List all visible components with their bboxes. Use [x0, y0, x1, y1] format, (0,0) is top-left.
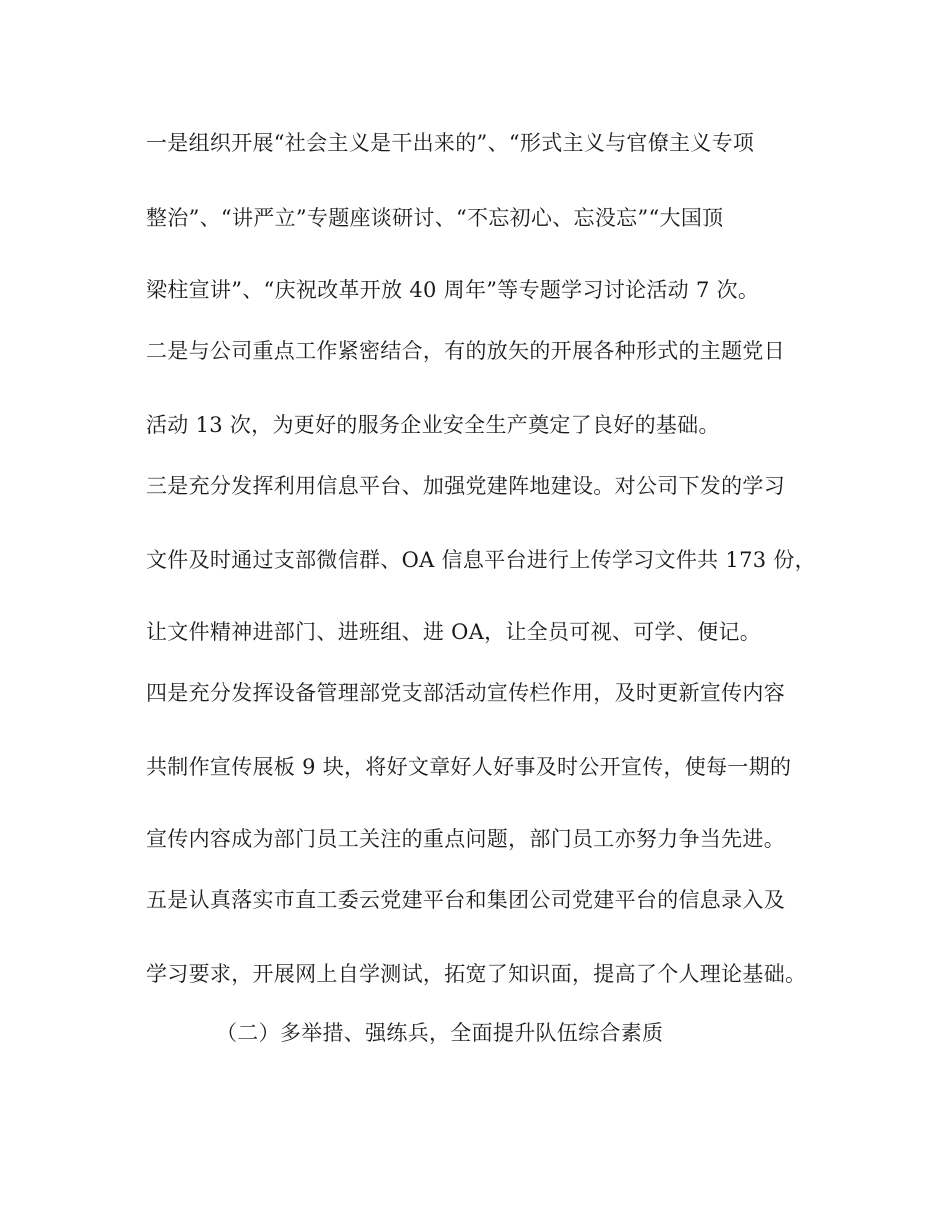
paragraph-line: 整治”、“讲严立”专题座谈研讨、“不忘初心、忘没忘”“大国顶	[146, 206, 724, 230]
paragraph-line: 宣传内容成为部门员工关注的重点问题，部门员工亦努力争当先进。	[146, 827, 785, 851]
paragraph-line: 文件及时通过支部微信群、OA 信息平台进行上传学习文件共 173 份，	[146, 548, 816, 572]
paragraph-line: 一是组织开展“社会主义是干出来的”、“形式主义与官僚主义专项	[146, 131, 755, 155]
paragraph-line: 五是认真落实市直工委云党建平台和集团公司党建平台的信息录入及	[146, 888, 785, 912]
paragraph-line: 三是充分发挥利用信息平台、加强党建阵地建设。对公司下发的学习	[146, 474, 785, 498]
paragraph-line: 二是与公司重点工作紧密结合，有的放矢的开展各种形式的主题党日	[146, 339, 785, 363]
paragraph-line: 梁柱宣讲”、“庆祝改革开放 40 周年”等专题学习讨论活动 7 次。	[146, 278, 760, 302]
paragraph-line: 四是充分发挥设备管理部党支部活动宣传栏作用，及时更新宣传内容	[146, 681, 785, 705]
paragraph-line: 学习要求，开展网上自学测试，拓宽了知识面，提高了个人理论基础。	[146, 962, 807, 986]
paragraph-line: 共制作宣传展板 9 块，将好文章好人好事及时公开宣传，使每一期的	[146, 755, 792, 779]
paragraph-line: 活动 13 次，为更好的服务企业安全生产奠定了良好的基础。	[146, 413, 720, 437]
paragraph-line: 让文件精神进部门、进班组、进 OA，让全员可视、可学、便记。	[146, 620, 762, 644]
section-heading: （二）多举措、强练兵，全面提升队伍综合素质	[216, 1021, 664, 1045]
